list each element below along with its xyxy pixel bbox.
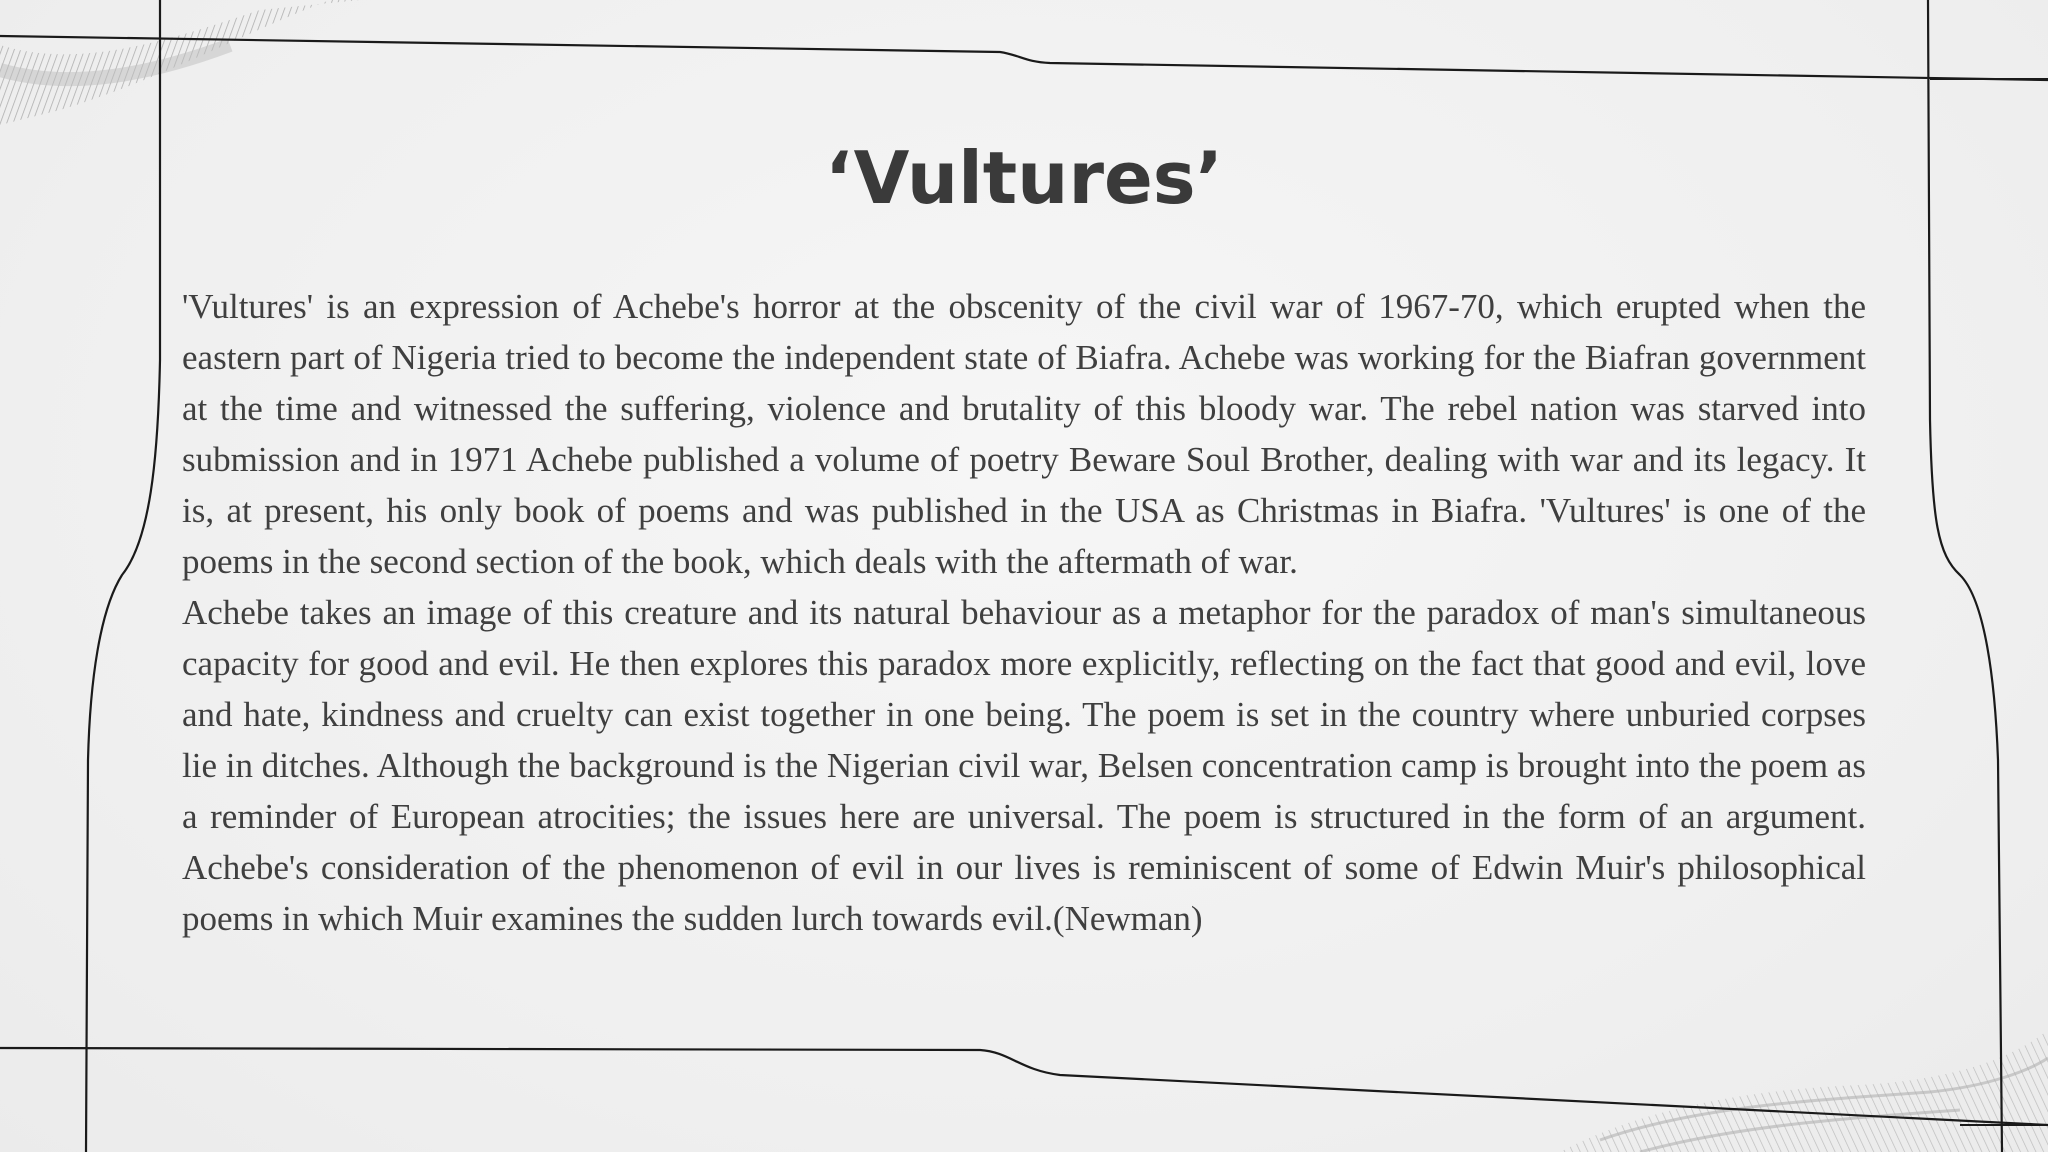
body-text bbox=[182, 281, 1866, 944]
slide-title: ‘Vultures’ bbox=[824, 136, 1223, 220]
paragraph-2: Achebe takes an image of this creature and its natural behaviour as a metaphor for the paradox of man's simultaneous capacity for good and evil. He then explores this paradox more explicitly, reflecting on the fact that good and evil, love and hate, kindness and cruelty can exist together in one being. The poem is set in the country where unburied corpses lie in ditches. Although the background is the Nigerian civil war, Belsen concentration camp is brought into the poem as a reminder of European atrocities; the issues here are universal. The poem is structured in the form of an argument. Achebe's consideration of the phenomenon of evil in our lives is reminiscent of some of Edwin Muir's philosophical poems in which Muir examines the sudden lurch towards evil.(Newman) bbox=[182, 593, 1866, 938]
paragraph-1: 'Vultures' is an expression of Achebe's horror at the obscenity of the civil war of 1967-70, which erupted when the eastern part of Nigeria tried to become the independent state of Biafra. Achebe was working for the Biafran government at the time and witnessed the suffering, violence and brutality of this bloody war. The rebel nation was starved into submission and in 1971 Achebe published a volume of poetry Beware Soul Brother, dealing with war and its legacy. It is, at present, his only book of poems and was published in the USA as Christmas in Biafra. 'Vultures' is one of the poems in the second section of the book, which deals with the aftermath of war. bbox=[182, 287, 1866, 581]
wave-texture-bottom-right bbox=[1560, 1030, 2048, 1152]
